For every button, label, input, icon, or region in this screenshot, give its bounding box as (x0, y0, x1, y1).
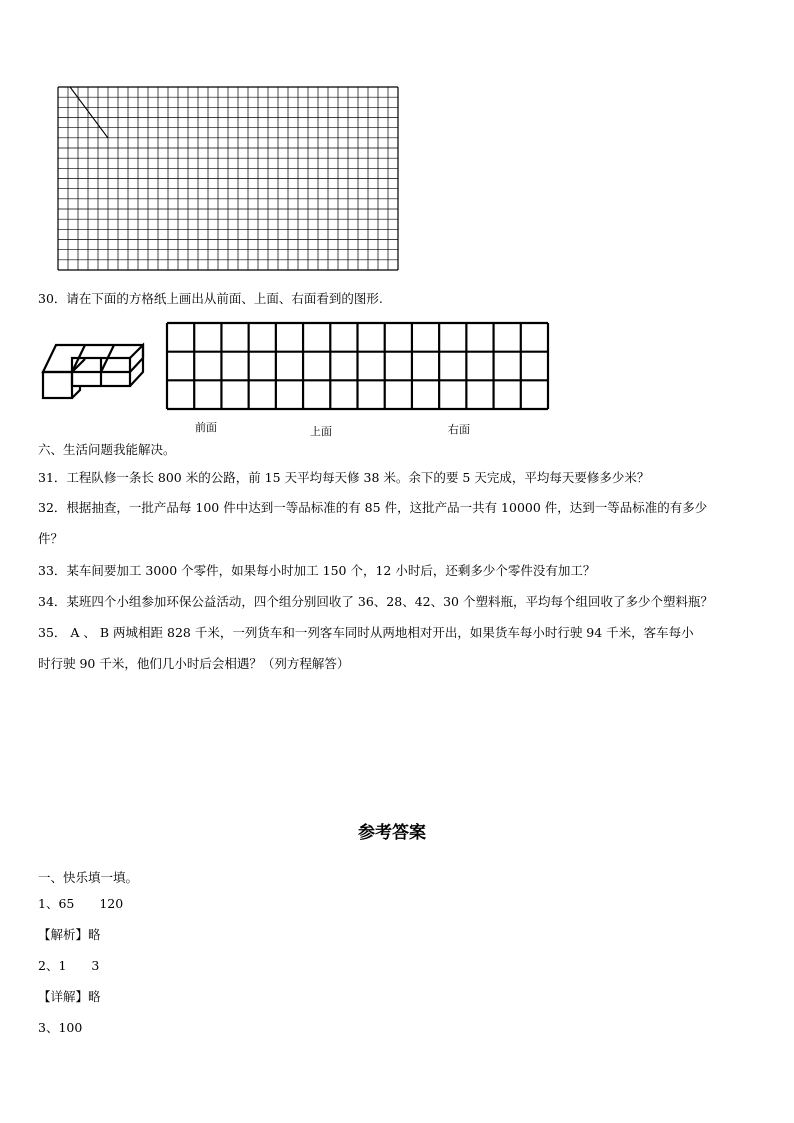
answer-1-note: 【解析】略 (38, 927, 101, 942)
answer-1: 1、65 120 (38, 896, 124, 911)
question-30-text: 30．请在下面的方格纸上画出从前面、上面、右面看到的图形. (38, 291, 383, 306)
question-34-text: 34．某班四个小组参加环保公益活动，四个组分别回收了 36、28、42、30 个塑料瓶，平均每个组回收了多少个塑料瓶？ (38, 594, 713, 609)
section-6-heading: 六、生活问题我能解决。 (38, 442, 176, 457)
question-33-text: 33．某车间要加工 3000 个零件，如果每小时加工 150 个，12 小时后，还剩多少个零件没有加工？ (38, 563, 596, 578)
question-32-line-2: 件？ (38, 531, 64, 546)
answer-3: 3、100 (38, 1020, 83, 1035)
question-32-line-1: 32．根据抽查，一批产品每 100 件中达到一等品标准的有 85 件，这批产品一共有 10000 件，达到一等品标准的有多少 (38, 500, 708, 515)
label-top: 上面 (310, 425, 332, 438)
question-35-line-1: 35． A 、 B 两城相距 828 千米，一列货车和一列客车同时从两地相对开出，如果货车每小时行驶 94 千米，客车每小 (38, 625, 694, 640)
answer-2-note: 【详解】略 (38, 989, 101, 1004)
answers-section-1-heading: 一、快乐填一填。 (38, 870, 139, 885)
answers-title: 参考答案 (358, 823, 426, 843)
answer-2: 2、1 3 (38, 958, 100, 973)
label-right: 右面 (448, 423, 470, 436)
label-front: 前面 (195, 421, 217, 434)
question-35-line-2: 时行驶 90 千米，他们几小时后会相遇？（列方程解答） (38, 656, 350, 671)
question-31-text: 31．工程队修一条长 800 米的公路，前 15 天平均每天修 38 米。余下的要 5 天完成，平均每天要修多少米？ (38, 470, 650, 485)
answer-grid-paper (0, 0, 794, 450)
